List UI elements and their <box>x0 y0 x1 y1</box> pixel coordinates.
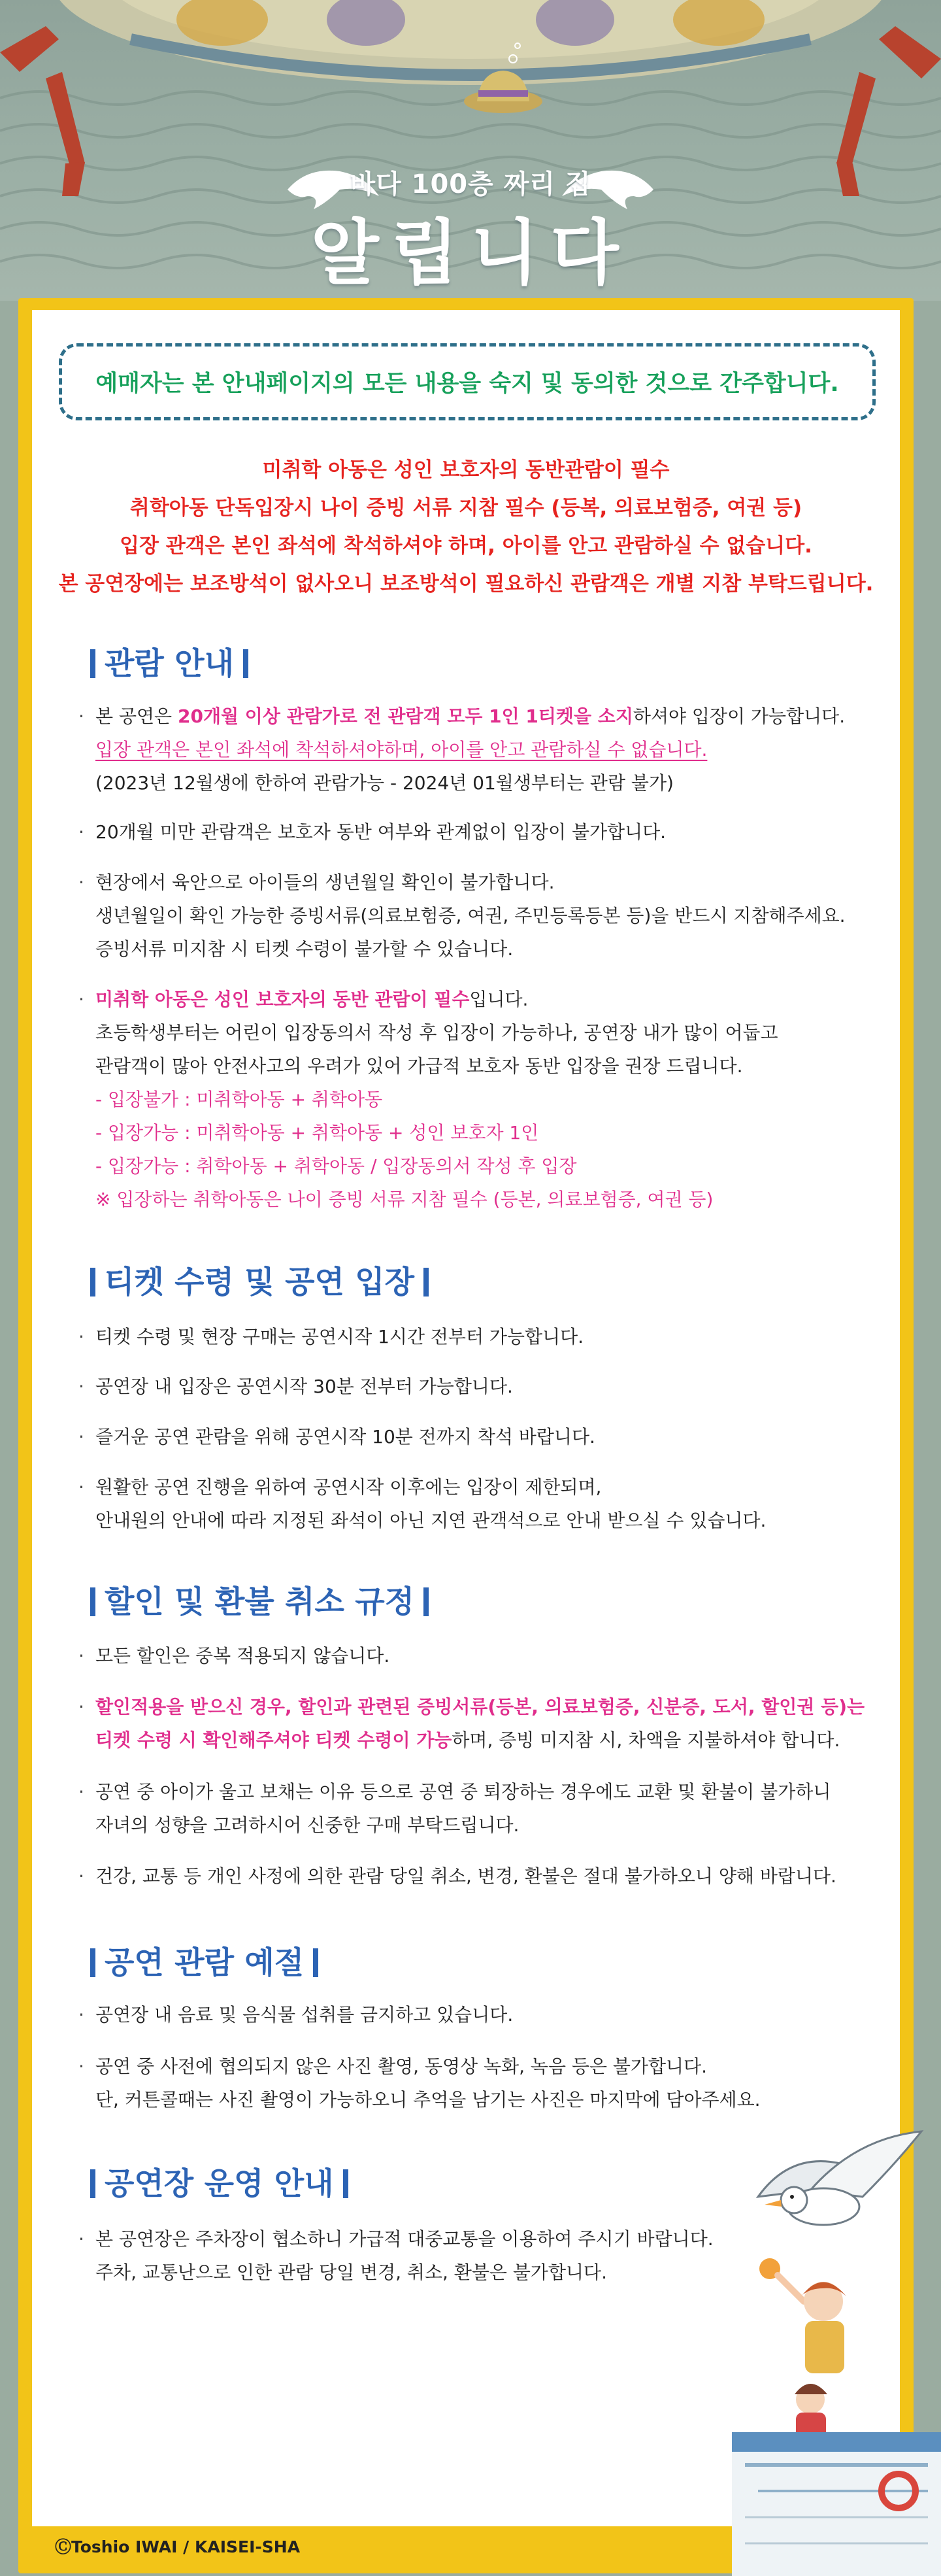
list-item: · 본 공연은 20개월 이상 관람가로 전 관람객 모두 1인 1티켓을 소지하셔야 입장이 가능합니다. 입장 관객은 본인 좌석에 착석하셔야하며, 아이를 안고 관람하실 수 없습니다. (2023년 12월생에 한하여 관람가능 - 2024년 01월생부터는 관람 불가) <box>78 705 846 794</box>
rule-line: 취학아동 단독입장시 나이 증빙 서류 지참 필수 (등복, 의료보험증, 여권 등) <box>129 496 802 520</box>
section-title-viewing: 관람 안내 <box>90 639 257 683</box>
list-item: · 모든 할인은 중복 적용되지 않습니다. <box>78 1645 390 1667</box>
list-item: · 할인적용을 받으신 경우, 할인과 관련된 증빙서류(등본, 의료보험증, 신분증, 도서, 할인권 등)는 티켓 수령 시 확인해주셔야 티켓 수령이 가능하며, 증빙 미지참 시, 차액을 지불하셔야 합니다. <box>78 1696 865 1751</box>
list-item: · 건강, 교통 등 개인 사정에 의한 관람 당일 취소, 변경, 환불은 절대 불가하오니 양해 바랍니다. <box>78 1865 836 1887</box>
list-item: · 티켓 수령 및 현장 구매는 공연시작 1시간 전부터 가능합니다. <box>78 1326 584 1347</box>
rule-line: 입장 관객은 본인 좌석에 착석하셔야 하며, 아이를 안고 관람하실 수 없습니다. <box>120 534 812 558</box>
section-title-venue: 공연장 운영 안내 <box>90 2160 357 2203</box>
list-item: · 현장에서 육안으로 아이들의 생년월일 확인이 불가합니다. 생년월일이 확인 가능한 증빙서류(의료보험증, 여권, 주민등록등본 등)을 반드시 지참해주세요. 증빙서류 미지참 시 티켓 수령이 불가할 수 있습니다. <box>78 872 846 960</box>
section-title-ticket: 티켓 수령 및 공연 입장 <box>90 1258 438 1302</box>
copyright-text: ⒸToshio IWAI / KAISEI-SHA <box>55 2537 301 2556</box>
notice-box <box>59 343 876 420</box>
list-item: · 원활한 공연 진행을 위하여 공연시작 이후에는 입장이 제한되며, 안내원의 안내에 따라 지정된 좌석이 아닌 지연 관객석으로 안내 받으실 수 있습니다. <box>78 1476 767 1531</box>
show-subtitle: 바다 100층 짜리 집 <box>350 169 591 199</box>
list-item: · 즐거운 공연 관람을 위해 공연시작 10분 전까지 착석 바랍니다. <box>78 1426 595 1448</box>
notice-text: 예매자는 본 안내페이지의 모든 내용을 숙지 및 동의한 것으로 간주합니다. <box>95 371 839 397</box>
key-rules <box>32 451 900 603</box>
section-title-etiquette: 공연 관람 예절 <box>90 1939 327 1982</box>
list-item: · 20개월 미만 관람객은 보호자 동반 여부와 관계없이 입장이 불가합니다. <box>78 821 667 843</box>
seagull-and-boat-illustration <box>732 2125 941 2576</box>
list-item: · 본 공연장은 주차장이 협소하니 가급적 대중교통을 이용하여 주시기 바랍니다. 주차, 교통난으로 인한 관람 당일 변경, 취소, 환불은 불가합니다. <box>78 2228 714 2283</box>
list-item: · 공연장 내 음료 및 음식물 섭취를 금지하고 있습니다. <box>78 2004 514 2025</box>
list-item: · 공연 중 아이가 울고 보채는 이유 등으로 공연 중 퇴장하는 경우에도 교환 및 환불이 불가하니 자녀의 성향을 고려하시어 신중한 구매 부탁드립니다. <box>78 1781 831 1836</box>
header-illustration <box>0 0 941 301</box>
section-title-refund: 할인 및 환불 취소 규정 <box>90 1578 438 1621</box>
page-title: 알립니다 <box>310 212 631 294</box>
rule-line: 미취학 아동은 성인 보호자의 동반관람이 필수 <box>262 458 670 482</box>
rule-line: 본 공연장에는 보조방석이 없사오니 보조방석이 필요하신 관람객은 개별 지참 부탁드립니다. <box>58 572 874 596</box>
list-item: · 공연 중 사전에 협의되지 않은 사진 촬영, 동영상 녹화, 녹음 등은 불가합니다. 단, 커튼콜때는 사진 촬영이 가능하오니 추억을 남기는 사진은 마지막에 담아주세요. <box>78 2056 761 2110</box>
list-item: · 미취학 아동은 성인 보호자의 동반 관람이 필수입니다. 초등학생부터는 어린이 입장동의서 작성 후 입장이 가능하나, 공연장 내가 많이 어둡고 관람객이 많아 안전사고의 우려가 있어 가급적 보호자 동반 입장을 권장 드립니다. - 입장불가 : 미취학아동 + 취학아동 - 입장가능 : 미취학아동 + 취학아동 + 성인 보호자 1인 - 입장가능 : 취학아동 + 취학아동 / 입장동의서 작성 후 입장 ※ 입장하는 취학아동은 나이 증빙 서류 지참 필수 (등본, 의료보험증, 여권 등) <box>78 989 778 1210</box>
list-item: · 공연장 내 입장은 공연시작 30분 전부터 가능합니다. <box>78 1376 513 1397</box>
